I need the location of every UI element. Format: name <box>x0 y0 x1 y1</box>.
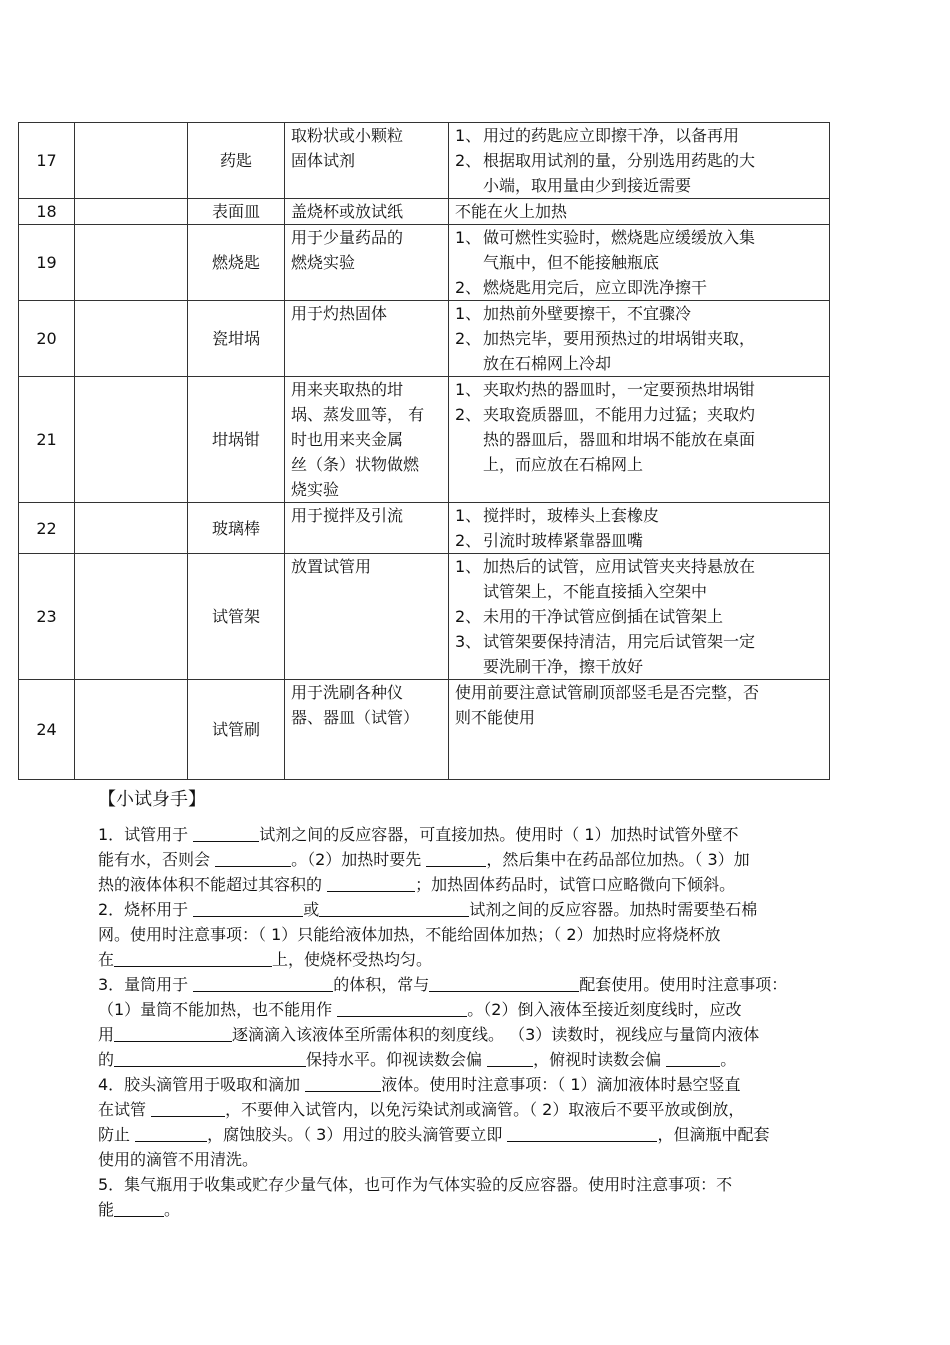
answer-blank[interactable] <box>114 948 272 967</box>
note-line: 根据取用试剂的量，分别选用药匙的大 <box>483 151 756 170</box>
equipment-use <box>285 503 449 554</box>
answer-blank[interactable] <box>135 1123 207 1142</box>
exercise-text: 网。使用时注意事项：（ 1）只能给液体加热，不能给固体加热；（ 2）加热时应将烧杯放 <box>98 925 721 944</box>
equipment-table <box>18 122 830 780</box>
exercise-text: 能有水，否则会 <box>98 850 216 869</box>
row-number: 24 <box>19 680 75 780</box>
note-line: 加热后的试管，应用试管夹夹持悬放在 <box>483 557 756 576</box>
answer-blank[interactable] <box>666 1048 720 1067</box>
exercise-line <box>98 1122 846 1147</box>
equipment-use <box>285 301 449 377</box>
table-row <box>19 301 830 377</box>
exercise-line <box>98 947 846 972</box>
answer-blank[interactable] <box>487 1048 533 1067</box>
exercise-text: 2．烧杯用于 <box>98 900 194 919</box>
exercise-line <box>98 872 846 897</box>
exercise-text: 。 <box>164 1200 181 1219</box>
equipment-name: 试管架 <box>188 554 285 680</box>
use-line: 埚、蒸发皿等， 有 <box>291 405 425 424</box>
row-number: 19 <box>19 225 75 301</box>
image-cell <box>75 503 188 554</box>
note-index: 2、 <box>455 607 482 626</box>
note-line: 使用前要注意试管刷顶部竖毛是否完整，否 <box>455 683 760 702</box>
use-line: 用于洗刷各种仪 <box>291 683 404 702</box>
note-item <box>455 275 823 300</box>
note-item <box>455 326 823 376</box>
usage-notes <box>449 225 830 301</box>
note-line: 则不能使用 <box>455 708 536 727</box>
note-text <box>483 402 823 477</box>
use-line: 用于灼热固体 <box>291 304 388 323</box>
note-text <box>455 680 823 730</box>
note-index: 2、 <box>455 278 482 297</box>
answer-blank[interactable] <box>215 848 291 867</box>
use-line: 时也用来夹金属 <box>291 430 404 449</box>
exercise-line <box>98 1022 846 1047</box>
image-cell <box>75 123 188 199</box>
table-row <box>19 680 830 780</box>
exercise-line <box>98 847 846 872</box>
row-number: 20 <box>19 301 75 377</box>
note-item <box>455 148 823 198</box>
exercise-text: 。（2）加热时要先 <box>291 850 427 869</box>
note-index: 1、 <box>455 304 482 323</box>
row-number: 18 <box>19 199 75 225</box>
exercise-text: ，腐蚀胶头。（ 3）用过的胶头滴管要立即 <box>207 1125 508 1144</box>
section-title: 【小试身手】 <box>98 789 206 810</box>
table-row <box>19 377 830 503</box>
exercise-text: 试剂之间的反应容器。加热时需要垫石棉 <box>469 900 758 919</box>
usage-notes <box>449 123 830 199</box>
exercise-text: ，然后集中在药品部位加热。（ 3）加 <box>486 850 750 869</box>
equipment-name: 表面皿 <box>188 199 285 225</box>
note-line: 不能在火上加热 <box>455 202 568 221</box>
note-index: 2、 <box>455 531 482 550</box>
image-cell <box>75 225 188 301</box>
note-index: 1、 <box>455 126 482 145</box>
note-item <box>455 680 823 730</box>
exercise-text: 3．量筒用于 <box>98 975 194 994</box>
answer-blank[interactable] <box>114 1048 306 1067</box>
exercise-text: 用 <box>98 1025 115 1044</box>
use-line: 盖烧杯或放试纸 <box>291 202 404 221</box>
equipment-use <box>285 377 449 503</box>
equipment-use <box>285 225 449 301</box>
equipment-name: 燃烧匙 <box>188 225 285 301</box>
exercise-text: 热的液体体积不能超过其容积的 <box>98 875 328 894</box>
note-text <box>483 377 823 402</box>
answer-blank[interactable] <box>151 1098 225 1117</box>
row-number: 23 <box>19 554 75 680</box>
exercise-text: ，不要伸入试管内，以免污染试剂或滴管。（ 2）取液后不要平放或倒放， <box>225 1100 745 1119</box>
equipment-name: 试管刷 <box>188 680 285 780</box>
note-line: 引流时玻棒紧靠器皿嘴 <box>483 531 644 550</box>
exercise-text: 的体积，常与 <box>333 975 430 994</box>
exercise-text: ，俯视时读数会偏 <box>533 1050 667 1069</box>
exercise-text: 在 <box>98 950 115 969</box>
note-line: 要洗刷干净，擦干放好 <box>483 657 644 676</box>
use-line: 取粉状或小颗粒 <box>291 126 404 145</box>
equipment-name: 坩埚钳 <box>188 377 285 503</box>
note-text <box>483 301 823 326</box>
note-line: 夹取瓷质器皿，不能用力过猛；夹取灼 <box>483 405 756 424</box>
note-line: 做可燃性实验时，燃烧匙应缓缓放入集 <box>483 228 756 247</box>
note-index: 2、 <box>455 151 482 170</box>
answer-blank[interactable] <box>426 848 486 867</box>
note-index: 2、 <box>455 329 482 348</box>
note-line: 试管架要保持清洁，用完后试管架一定 <box>483 632 756 651</box>
note-item <box>455 301 823 326</box>
exercise-text: 1．试管用于 <box>98 825 194 844</box>
equipment-use <box>285 680 449 780</box>
use-line: 丝（条）状物做燃 <box>291 455 420 474</box>
table-row <box>19 199 830 225</box>
answer-blank[interactable] <box>193 898 303 917</box>
image-cell <box>75 301 188 377</box>
exercise-line <box>98 972 846 997</box>
usage-notes <box>449 680 830 780</box>
exercise-line <box>98 922 846 947</box>
exercise-text: 保持水平。仰视读数会偏 <box>306 1050 488 1069</box>
row-number: 17 <box>19 123 75 199</box>
equipment-name: 药匙 <box>188 123 285 199</box>
note-text <box>483 604 823 629</box>
note-item <box>455 554 823 604</box>
equipment-name: 瓷坩埚 <box>188 301 285 377</box>
use-line: 器、器皿（试管） <box>291 708 420 727</box>
equipment-use <box>285 199 449 225</box>
answer-blank[interactable] <box>193 973 333 992</box>
use-line: 放置试管用 <box>291 557 372 576</box>
exercise-text: 配套使用。使用时注意事项： <box>579 975 788 994</box>
note-item <box>455 199 823 224</box>
row-number: 21 <box>19 377 75 503</box>
note-text <box>483 554 823 604</box>
use-line: 用来夹取热的坩 <box>291 380 404 399</box>
table-row <box>19 225 830 301</box>
note-line: 搅拌时，玻棒头上套橡皮 <box>483 506 660 525</box>
exercise-line <box>98 1047 846 1072</box>
note-item <box>455 503 823 528</box>
note-line: 上，而应放在石棉网上 <box>483 455 644 474</box>
exercise-line <box>98 1197 846 1222</box>
note-index: 1、 <box>455 506 482 525</box>
table-row <box>19 503 830 554</box>
answer-blank[interactable] <box>114 1023 232 1042</box>
note-index: 1、 <box>455 228 482 247</box>
exercise-text: 上，使烧杯受热均匀。 <box>272 950 433 969</box>
usage-notes <box>449 301 830 377</box>
exercise-line <box>98 1097 846 1122</box>
exercise-line <box>98 1072 846 1097</box>
answer-blank[interactable] <box>305 1073 381 1092</box>
note-line: 放在石棉网上冷却 <box>483 354 612 373</box>
note-text <box>483 123 823 148</box>
exercise-line <box>98 1147 846 1172</box>
note-item <box>455 604 823 629</box>
note-line: 热的器皿后，器皿和坩埚不能放在桌面 <box>483 430 756 449</box>
exercise-text: 逐滴滴入该液体至所需体积的刻度线。 （3）读数时，视线应与量筒内液体 <box>232 1025 760 1044</box>
note-text <box>483 275 823 300</box>
note-text <box>483 326 823 376</box>
usage-notes <box>449 503 830 554</box>
exercise-text: 使用的滴管不用清洗。 <box>98 1150 259 1169</box>
note-index: 1、 <box>455 557 482 576</box>
note-item <box>455 123 823 148</box>
use-line: 烧实验 <box>291 480 340 499</box>
note-item <box>455 528 823 553</box>
exercise-line <box>98 897 846 922</box>
exercise-text: ；加热固体药品时，试管口应略微向下倾斜。 <box>415 875 736 894</box>
exercise-text: ，但滴瓶中配套 <box>657 1125 770 1144</box>
exercise-text: 防止 <box>98 1125 136 1144</box>
use-line: 用于少量药品的 <box>291 228 404 247</box>
note-line: 小端，取用量由少到接近需要 <box>483 176 692 195</box>
answer-blank[interactable] <box>429 973 579 992</box>
note-item <box>455 629 823 679</box>
note-text <box>483 225 823 275</box>
exercise-line <box>98 1172 846 1197</box>
exercise-text: 。（2）倒入液体至接近刻度线时，应改 <box>467 1000 742 1019</box>
note-index: 2、 <box>455 405 482 424</box>
table-row <box>19 123 830 199</box>
equipment-use <box>285 123 449 199</box>
note-text <box>483 148 823 198</box>
note-item <box>455 225 823 275</box>
equipment-use <box>285 554 449 680</box>
note-item <box>455 402 823 477</box>
note-line: 加热完毕，要用预热过的坩埚钳夹取， <box>483 329 756 348</box>
image-cell <box>75 680 188 780</box>
exercise-text: 在试管 <box>98 1100 152 1119</box>
answer-blank[interactable] <box>327 873 415 892</box>
exercise-text: 或 <box>303 900 320 919</box>
exercise-list <box>98 822 846 1222</box>
usage-notes <box>449 554 830 680</box>
note-line: 气瓶中，但不能接触瓶底 <box>483 253 660 272</box>
exercise-text: 。 <box>720 1050 737 1069</box>
note-text <box>483 528 823 553</box>
note-index: 3、 <box>455 632 482 651</box>
note-line: 未用的干净试管应倒插在试管架上 <box>483 607 724 626</box>
note-line: 用过的药匙应立即擦干净，以备再用 <box>483 126 740 145</box>
answer-blank[interactable] <box>507 1123 657 1142</box>
answer-blank[interactable] <box>193 823 259 842</box>
image-cell <box>75 199 188 225</box>
note-text <box>483 503 823 528</box>
image-cell <box>75 554 188 680</box>
use-line: 固体试剂 <box>291 151 356 170</box>
answer-blank[interactable] <box>114 1198 164 1217</box>
usage-notes <box>449 199 830 225</box>
row-number: 22 <box>19 503 75 554</box>
exercise-text: 试剂之间的反应容器，可直接加热。使用时（ 1）加热时试管外壁不 <box>259 825 739 844</box>
use-line: 燃烧实验 <box>291 253 356 272</box>
image-cell <box>75 377 188 503</box>
exercise-text: 5．集气瓶用于收集或贮存少量气体，也可作为气体实验的反应容器。使用时注意事项：不 <box>98 1175 733 1194</box>
exercise-line <box>98 997 846 1022</box>
exercise-text: 的 <box>98 1050 115 1069</box>
table-row <box>19 554 830 680</box>
note-item <box>455 377 823 402</box>
equipment-name: 玻璃棒 <box>188 503 285 554</box>
answer-blank[interactable] <box>319 898 469 917</box>
exercise-text: 能 <box>98 1200 115 1219</box>
usage-notes <box>449 377 830 503</box>
note-index: 1、 <box>455 380 482 399</box>
note-line: 燃烧匙用完后，应立即洗净擦干 <box>483 278 708 297</box>
exercise-text: 4．胶头滴管用于吸取和滴加 <box>98 1075 306 1094</box>
exercise-text: （1）量筒不能加热，也不能用作 <box>98 1000 338 1019</box>
exercise-text: 液体。使用时注意事项：（ 1）滴加液体时悬空竖直 <box>381 1075 741 1094</box>
note-line: 加热前外壁要擦干，不宜骤冷 <box>483 304 692 323</box>
note-text <box>483 629 823 679</box>
note-text <box>455 199 823 224</box>
note-line: 试管架上，不能直接插入空架中 <box>483 582 708 601</box>
note-line: 夹取灼热的器皿时，一定要预热坩埚钳 <box>483 380 756 399</box>
use-line: 用于搅拌及引流 <box>291 506 404 525</box>
exercise-line <box>98 822 846 847</box>
answer-blank[interactable] <box>337 998 467 1017</box>
